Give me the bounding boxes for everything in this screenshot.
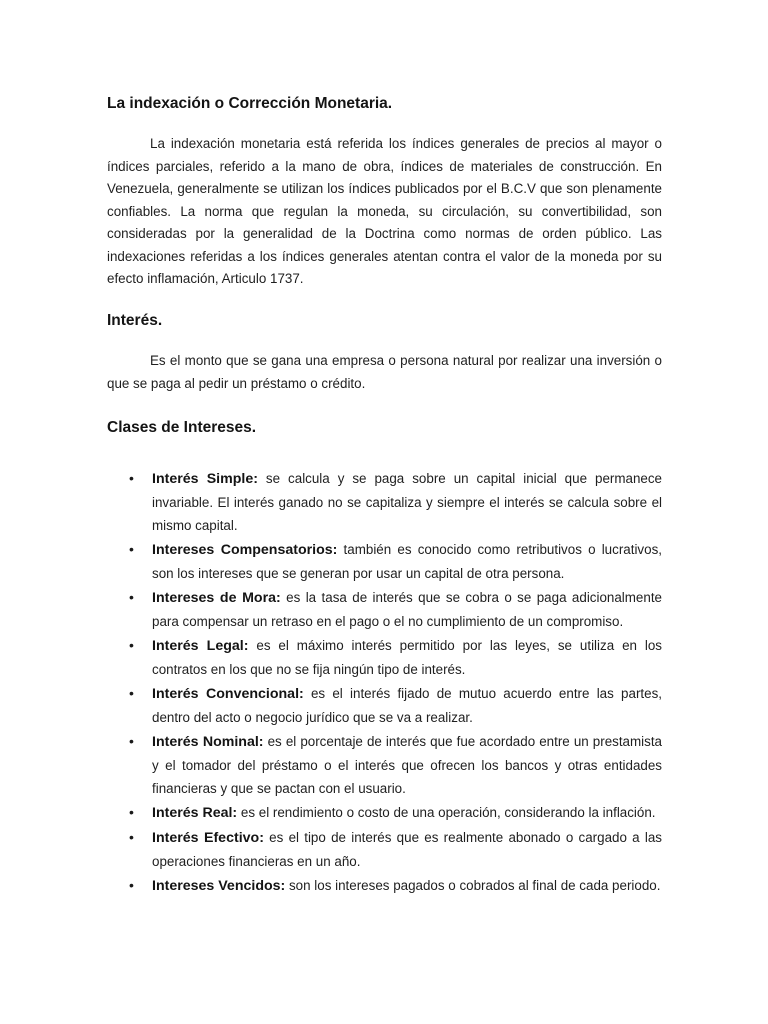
item-term: Intereses Compensatorios: xyxy=(152,542,338,558)
list-item xyxy=(129,467,662,537)
item-term: Intereses Vencidos: xyxy=(152,878,286,894)
item-text: es el porcentaje de interés que fue acordado entre un prestamista y el tomador del préstamo o el interés que ofrecen los bancos y otras entidades financieras y que se pactan con el usuario. xyxy=(152,734,662,796)
bullet-icon: • xyxy=(129,733,134,749)
item-text: es el tipo de interés que es realmente abonado o cargado a las operaciones financieras en un año. xyxy=(152,830,662,869)
bullet-icon: • xyxy=(129,804,134,820)
bullet-icon: • xyxy=(129,829,134,845)
item-term: Interés Convencional: xyxy=(152,686,304,702)
item-term: Interés Real: xyxy=(152,805,238,821)
item-term: Interés Nominal: xyxy=(152,734,264,750)
item-term: Interés Legal: xyxy=(152,638,249,654)
item-term: Interés Simple: xyxy=(152,471,258,487)
list-item xyxy=(129,801,662,825)
item-text: es el interés fijado de mutuo acuerdo entre las partes, dentro del acto o negocio jurídico que se va a realizar. xyxy=(152,686,662,725)
paragraph-interes: Es el monto que se gana una empresa o persona natural por realizar una inversión o que se paga al pedir un préstamo o crédito. xyxy=(107,353,662,391)
bullet-icon: • xyxy=(129,685,134,701)
bullet-icon: • xyxy=(129,470,134,486)
heading-interes: Interés. xyxy=(107,312,163,329)
item-text: es la tasa de interés que se cobra o se paga adicionalmente para compensar un retraso en el pago o el no cumplimiento de un compromiso. xyxy=(152,590,662,629)
item-text: también es conocido como retributivos o lucrativos, son los intereses que se generan por usar un capital de otra persona. xyxy=(152,542,662,581)
item-text: es el máximo interés permitido por las leyes, se utiliza en los contratos en los que no se fija ningún tipo de interés. xyxy=(152,638,662,677)
list-item xyxy=(129,826,662,873)
list-item xyxy=(129,730,662,800)
list-item xyxy=(129,874,662,898)
heading-indexacion: La indexación o Corrección Monetaria. xyxy=(107,95,393,112)
bullet-icon: • xyxy=(129,637,134,653)
bullet-icon: • xyxy=(129,877,134,893)
item-term: Intereses de Mora: xyxy=(152,590,281,606)
heading-clases-intereses: Clases de Intereses. xyxy=(107,419,257,436)
list-item xyxy=(129,634,662,681)
item-text: se calcula y se paga sobre un capital inicial que permanece invariable. El interés ganado no se capitaliza y siempre el interés se calcula sobre el mismo capital. xyxy=(152,471,662,533)
list-item xyxy=(129,538,662,585)
intereses-list xyxy=(129,467,662,898)
item-term: Interés Efectivo: xyxy=(152,830,264,846)
list-item xyxy=(129,682,662,729)
item-text: son los intereses pagados o cobrados al final de cada periodo. xyxy=(285,878,661,893)
bullet-icon: • xyxy=(129,541,134,557)
list-item xyxy=(129,586,662,633)
paragraph-indexacion: La indexación monetaria está referida los índices generales de precios al mayor o índices parciales, referido a la mano de obra, índices de materiales de construcción. En Venezuela, generalmente se utilizan los índices publicados por el B.C.V que son plenamente confiables. La norma que regulan la moneda, su circulación, su convertibilidad, son consideradas por la generalidad de la Doctrina como normas de orden público. Las indexaciones referidas a los índices generales atentan contra el valor de la moneda por su efecto inflamación, Articulo 1737. xyxy=(107,136,662,286)
bullet-icon: • xyxy=(129,589,134,605)
item-text: es el rendimiento o costo de una operación, considerando la inflación. xyxy=(237,805,656,820)
